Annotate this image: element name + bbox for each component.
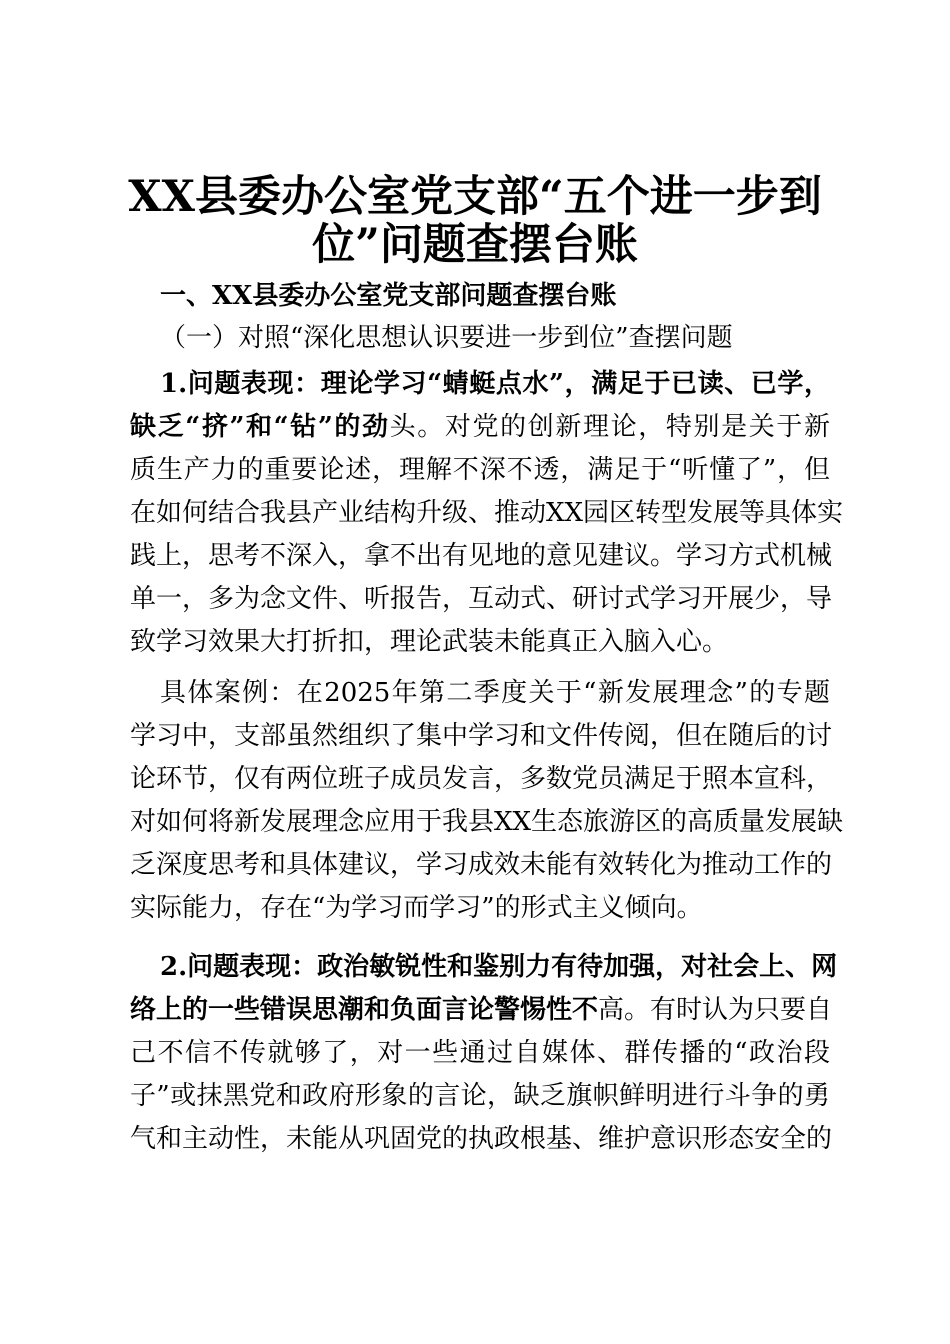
section-heading: 一、XX县委办公室党支部问题查摆台账 xyxy=(160,281,617,311)
item-1-heading: 1.问题表现：理论学习“蜻蜓点水”，满足于已读、已学， xyxy=(160,369,830,399)
item-1-line: 在如何结合我县产业结构升级、推动XX园区转型发展等具体实 xyxy=(130,498,844,528)
subsection-heading: （一）对照“深化思想认识要进一步到位”查摆问题 xyxy=(160,323,733,353)
document-title-line-2: 位”问题查摆台账 xyxy=(312,220,638,270)
case-1-line: 乏深度思考和具体建议，学习成效未能有效转化为推动工作的 xyxy=(130,850,833,880)
item-2-text: 高。有时认为只要自 xyxy=(598,995,833,1025)
case-1-line: 实际能力，存在“为学习而学习”的形式主义倾向。 xyxy=(130,893,703,923)
case-1-line: 学习中，支部虽然组织了集中学习和文件传阅，但在随后的讨 xyxy=(130,721,833,751)
item-1-line xyxy=(130,406,830,449)
item-1-heading-cont: 缺乏“挤”和“钻”的劲 xyxy=(130,412,390,442)
item-2-line: 己不信不传就够了，对一些通过自媒体、群传播的“政治段 xyxy=(130,1038,830,1068)
item-1-text: 头。对党的创新理论，特别是关于新 xyxy=(389,412,830,442)
item-2-heading-cont: 络上的一些错误思潮和负面言论警惕性不 xyxy=(130,995,599,1025)
item-2-heading: 2.问题表现：政治敏锐性和鉴别力有待加强，对社会上、网 xyxy=(160,952,838,982)
item-1-line: 致学习效果大打折扣，理论武装未能真正入脑入心。 xyxy=(130,627,729,657)
document-title-line-1: XX县委办公室党支部“五个进一步到 xyxy=(128,172,822,222)
case-1-line: 论环节，仅有两位班子成员发言，多数党员满足于照本宣科， xyxy=(130,764,833,794)
item-1-line: 质生产力的重要论述，理解不深不透，满足于“听懂了”，但 xyxy=(130,455,830,485)
item-1-line: 单一，多为念文件、听报告，互动式、研讨式学习开展少，导 xyxy=(130,584,833,614)
item-2-line xyxy=(130,989,833,1032)
item-1-line: 践上，思考不深入，拿不出有见地的意见建议。学习方式机械 xyxy=(130,541,833,571)
item-2-line: 子”或抹黑党和政府形象的言论，缺乏旗帜鲜明进行斗争的勇 xyxy=(130,1081,830,1111)
item-2-line: 气和主动性，未能从巩固党的执政根基、维护意识形态安全的 xyxy=(130,1124,833,1154)
case-1-line: 对如何将新发展理念应用于我县XX生态旅游区的高质量发展缺 xyxy=(130,807,844,837)
case-1-line: 具体案例：在2025年第二季度关于“新发展理念”的专题 xyxy=(160,678,830,708)
